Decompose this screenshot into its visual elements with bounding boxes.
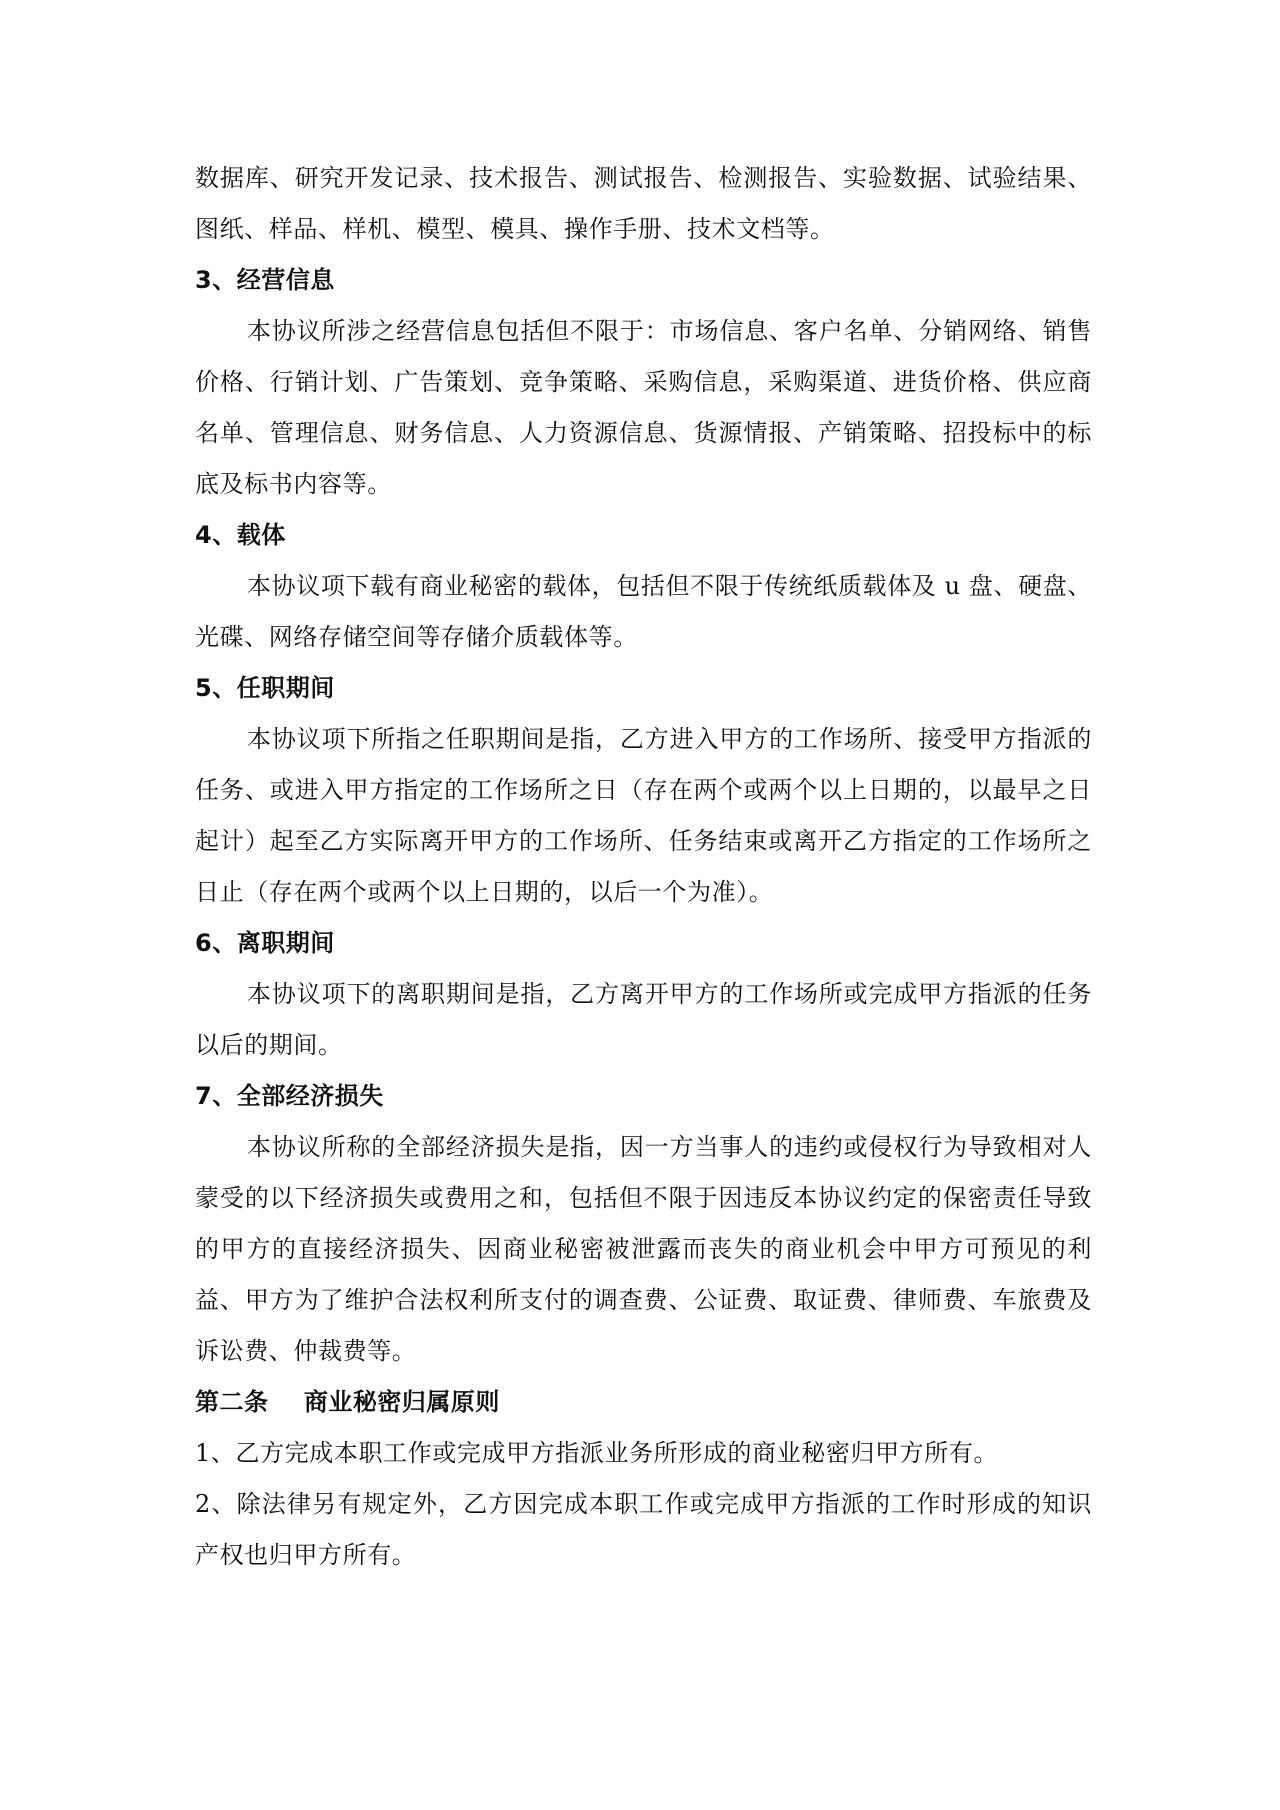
- section-body-resignation-period: 本协议项下的离职期间是指，乙方离开甲方的工作场所或完成甲方指派的任务以后的期间。: [195, 980, 1092, 1059]
- section-heading-employment-period: 5、任职期间: [195, 674, 335, 702]
- section-body-carrier: 本协议项下载有商业秘密的载体，包括但不限于传统纸质载体及 u 盘、硬盘、光碟、网络存储空间等存储介质载体等。: [195, 572, 1092, 651]
- section-heading-resignation-period: 6、离职期间: [195, 929, 335, 957]
- section-heading-economic-loss: 7、全部经济损失: [195, 1082, 384, 1110]
- section-heading-carrier: 4、载体: [195, 521, 286, 549]
- intro-paragraph: 数据库、研究开发记录、技术报告、测试报告、检测报告、实验数据、试验结果、图纸、样品、样机、模型、模具、操作手册、技术文档等。: [195, 164, 1092, 243]
- article-2-item-1: 1、乙方完成本职工作或完成甲方指派业务所形成的商业秘密归甲方所有。: [195, 1439, 999, 1467]
- article-2-heading: 第二条 商业秘密归属原则: [195, 1388, 500, 1416]
- section-heading-business-info: 3、经营信息: [195, 266, 335, 294]
- article-2-item-2: 2、除法律另有规定外，乙方因完成本职工作或完成甲方指派的工作时形成的知识产权也归甲方所有。: [195, 1490, 1092, 1569]
- section-body-business-info: 本协议所涉之经营信息包括但不限于：市场信息、客户名单、分销网络、销售价格、行销计划、广告策划、竞争策略、采购信息，采购渠道、进货价格、供应商名单、管理信息、财务信息、人力资源信息、货源情报、产销策略、招投标中的标底及标书内容等。: [195, 317, 1092, 498]
- section-body-employment-period: 本协议项下所指之任职期间是指，乙方进入甲方的工作场所、接受甲方指派的任务、或进入甲方指定的工作场所之日（存在两个或两个以上日期的，以最早之日起计）起至乙方实际离开甲方的工作场所、任务结束或离开乙方指定的工作场所之日止（存在两个或两个以上日期的，以后一个为准）。: [195, 725, 1092, 906]
- section-body-economic-loss: 本协议所称的全部经济损失是指，因一方当事人的违约或侵权行为导致相对人蒙受的以下经济损失或费用之和，包括但不限于因违反本协议约定的保密责任导致的甲方的直接经济损失、因商业秘密被泄露而丧失的商业机会中甲方可预见的利益、甲方为了维护合法权利所支付的调查费、公证费、取证费、律师费、车旅费及诉讼费、仲裁费等。: [195, 1133, 1092, 1365]
